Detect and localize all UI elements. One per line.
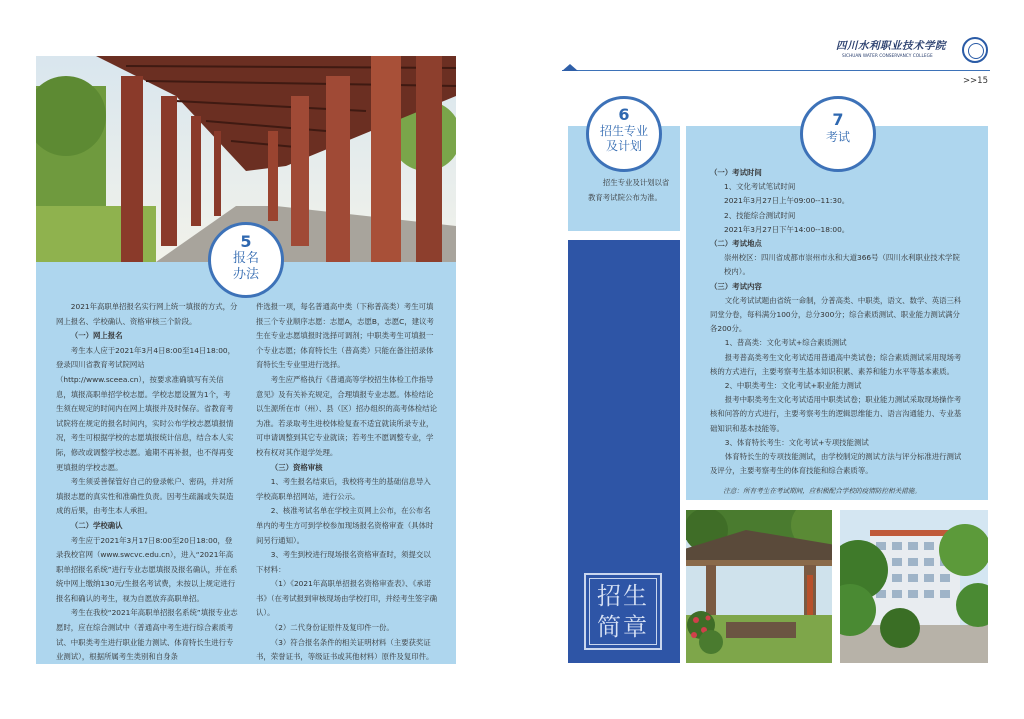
subheading-qualification-review: （三）资格审核: [270, 462, 323, 472]
paragraph: （2）二代身份证原件及复印件一份。: [270, 623, 394, 633]
subheading-exam-location: （二）考试地点: [710, 239, 762, 249]
paragraph: 2、核准考试名单在学校主页网上公布，在公布名单内的考生方可到学校参加现场报名资格审查（具体时间另行通知）。: [256, 506, 434, 545]
section-7-text: [710, 166, 966, 499]
paragraph: 报考普高类考生文化考试适用普通高中类试卷；综合素质测试采用现场考核的方式进行，主要考察考生基本知识积累、素养和能力水平等基本素质。: [710, 352, 962, 376]
paragraph: 2021年高职单招报名实行网上统一填报的方式，分网上报名、学校确认、资格审核三个阶段。: [56, 302, 238, 326]
stamp-line2: 简章: [597, 613, 649, 641]
paragraph: 考生本人应于2021年3月4日8:00至14日18:00，登录四川省教育考试院网站（http://www.sceea.cn），按要求准确填写有关信息，填报高职单招学校志愿。学校志愿设置为1个，考生须在规定的时间内在网上填报并及时保存。省教育考试院将在规定的报名时间内，实时公布学校志愿填报情况，考生可根据学校的志愿填报统计信息，结合本人实际，修改或调整学校志愿。逾期不再补报，也不得再变更填报的学校志愿。: [56, 345, 235, 472]
paragraph: 文化考试试题由省统一命制，分普高类、中职类，语文、数学、英语三科同堂分卷，每科满分100分，总分300分；综合素质测试、职业能力测试满分各200分。: [710, 295, 962, 334]
paragraph: 2、技能综合测试时间: [724, 210, 796, 220]
paragraph: 报考中职类考生文化考试适用中职类试卷；职业能力测试采取现场操作考核和问答的方式进行，主要考察考生的逻辑思维能力、语言沟通能力、专业基础知识和基本技能等。: [710, 395, 962, 433]
subheading-exam-content: （三）考试内容: [710, 281, 762, 291]
section-6-badge: [586, 96, 662, 172]
paragraph: 崇州校区：四川省成都市崇州市永和大道366号（四川水利职业技术学院校内）。: [724, 253, 960, 277]
school-name-cn: 四川水利职业技术学院: [836, 40, 946, 52]
section-6-title-line1: 招生专业: [599, 124, 648, 138]
section-5-badge: [208, 222, 284, 298]
paragraph: 3、考生到校进行现场报名资格审查时，须提交以下材料：: [256, 550, 431, 574]
section-5-title-line1: 报名: [232, 251, 259, 266]
paragraph: 件选报一项，每名普通高中类（下称普高类）考生可填报三个专业顺序志愿：志愿A，志愿B，志愿C，建议考生在专业志愿填报时选择可调剂；中职类考生可填报一个专业志愿；体育特长生（普高类）只能在备注招录体育特长生专业里进行选择。: [256, 302, 434, 370]
building-photo: [840, 510, 988, 663]
section-5-number: 5: [240, 232, 252, 251]
paragraph: （1）《2021年高职单招报名资格审查表》、《承诺书》（在考试报到审核现场由学校打印，并经考生签字确认）。: [256, 579, 438, 618]
recruitment-stamp: [584, 573, 662, 650]
paragraph: 考生应于2021年3月17日8:00至20日18:00，登录我校官网（www.swcvc.edu.cn），进入“2021年高职单招报名系统”进行专业志愿填报及报名确认，并在系统中网上缴纳130元/生报名考试费，未按以上规定进行报名和确认的考生，视为自愿放弃高职单招。: [56, 535, 238, 603]
school-emblem-icon: [962, 37, 988, 63]
section-5-title-line2: 办法: [232, 267, 259, 282]
paragraph: 体育特长生的专项技能测试，由学校制定的测试方法与评分标准进行测试及评分，主要考察考生的体育技能和综合素质等。: [710, 452, 962, 476]
paragraph: 2、中职类考生：文化考试+职业能力测试: [724, 381, 862, 391]
paragraph: 3、体育特长考生：文化考试+专项技能测试: [724, 437, 869, 447]
paragraph: 1、文化考试笔试时间: [724, 182, 796, 192]
building-photo-svg: [840, 510, 988, 663]
subheading-exam-time: （一）考试时间: [710, 168, 762, 177]
school-name-en: SICHUAN WATER CONSERVANCY COLLEGE: [842, 54, 933, 59]
pavilion-photo: [686, 510, 832, 663]
pavilion-photo-svg: [686, 510, 832, 663]
stamp-line1: 招生: [597, 582, 649, 610]
section-7-number: 7: [832, 110, 844, 129]
paragraph: 1、考生报名结束后，我校将考生的基础信息导入学校高职单招网站，进行公示。: [256, 477, 431, 501]
section-6-title-line2: 及计划: [605, 139, 642, 153]
paragraph: （3）符合报名条件的相关证明材料（主要获奖证书，荣誉证书，等级证书或其他材料）原件及复印件。: [256, 637, 434, 662]
subheading-online-registration: （一）网上报名: [70, 331, 123, 341]
paragraph: 2021年3月27日下午14:00--18:00。: [724, 224, 850, 234]
header-triangle-icon: [562, 64, 578, 71]
header-rule: [562, 70, 990, 71]
section-5-column-1: [56, 300, 238, 665]
section-6-number: 6: [618, 105, 630, 124]
section-7-badge: [800, 96, 876, 172]
section-5-column-2: [256, 300, 438, 665]
section-6-text: [588, 176, 670, 205]
paragraph: 考生须妥善保管好自己的登录帐户、密码，并对所填报志愿的真实性和准确性负责。因考生疏漏或失误造成的后果，由考生本人承担。: [56, 477, 234, 516]
paragraph: 考生在我校“2021年高职单招报名系统”填报专业志愿时，应在综合测试中（普通高中考生进行综合素质考试、中职类考生进行职业能力测试、体育特长生进行专业测试），根据所属考生类别和自身条: [56, 608, 238, 662]
paragraph: 考生应严格执行《普通高等学校招生体检工作指导意见》及有关补充规定，合理填报专业志愿。体检结论以生源所在市（州）、县（区）招办组织的高考体检结论为准。若录取考生进校体检复查不适宜就读所录专业，可申请调整到其它专业就读；若考生不愿调整专业，学校有权对其作退学处理。: [256, 374, 438, 457]
page-number: >>15: [962, 76, 988, 86]
section-7-title: 考试: [825, 130, 850, 144]
paragraph: 1、普高类：文化考试+综合素质测试: [724, 338, 847, 348]
school-logo: [836, 36, 990, 68]
paragraph: 2021年3月27日上午09:00--11:30。: [724, 196, 850, 206]
paragraph: 招生专业及计划以省教育考试院公布为准。: [588, 178, 670, 202]
subheading-school-confirm: （二）学校确认: [70, 520, 123, 530]
notice: 注意：所有考生在考试期间，应积极配合学校的疫情防控相关措施。: [723, 487, 921, 496]
